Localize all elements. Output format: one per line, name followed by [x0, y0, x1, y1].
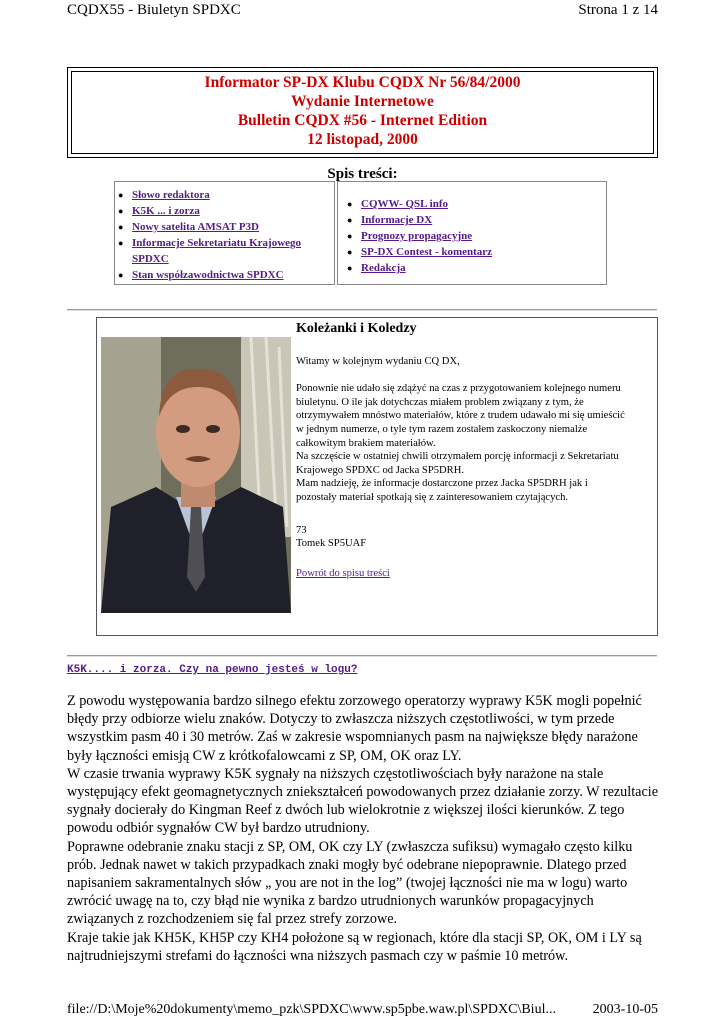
k5k-paragraph-3: Poprawne odebranie znaku stacji z SP, OM, OK czy LY (zwłaszcza sufiksu) wymagało często kilku prób. Jednak nawet w takich przypadkach znaki mogły być odebrane niepoprawnie. Dlatego przed napisaniem sakramentalnych słów „ you are not in the log” (twojej łączności nie ma w logu) warto zwrócić uwagę na to, czy błąd nie wynika z bardzo utrudnionych warunków propagacyjnych związanych z rozchodzeniem się fal przez strefy zorzowe.: [67, 838, 633, 928]
k5k-article: [67, 692, 663, 965]
toc-right-link[interactable]: CQWW- QSL info: [361, 198, 448, 210]
toc-heading: Spis treści:: [327, 166, 398, 182]
toc-left-item: [115, 187, 332, 203]
k5k-paragraph-2: W czasie trwania wyprawy K5K sygnały na niższych częstotliwościach były narażone na stale występujący efekt geomagnetycznych zniekształceń powodowanych przez działanie zorzy. W rezultacie sygnały docierały do Kingman Reef z dwóch lub wielokrotnie z większej ilości kierunków. Z tego powodu odbiór sygnałów CW był bardzo utrudniony.: [67, 765, 658, 837]
toc-left-list: [115, 187, 332, 283]
toc-left-link[interactable]: Stan współzawodnictwa SPDXC: [132, 269, 284, 281]
footer-date: 2003-10-05: [592, 1002, 658, 1017]
editor-photo: [101, 337, 291, 613]
toc-left-link[interactable]: Słowo redaktora: [132, 189, 210, 201]
toc-right-link[interactable]: SP-DX Contest - komentarz: [361, 246, 493, 258]
editorial-paragraph-3: Mam nadzieję, że informacje dostarczone przez Jacka SP5DRH jak i pozostały materiał spotkają się z zainteresowaniem czytających.: [296, 478, 588, 503]
editorial-greeting: Witamy w kolejnym wydaniu CQ DX,: [296, 355, 460, 367]
k5k-heading[interactable]: [67, 664, 357, 676]
toc-left-item: [115, 219, 332, 235]
toc-right-item: [344, 196, 604, 212]
editorial-paragraph-2: Na szczęście w ostatniej chwili otrzymałem porcję informacji z Sekretariatu Krajowego SPDXC od Jacka SP5DRH.: [296, 451, 619, 476]
toc-right-link[interactable]: Prognozy propagacyjne: [361, 230, 473, 242]
title-box: [67, 67, 658, 158]
editorial-title: Koleżanki i Koledzy: [296, 321, 417, 336]
toc-right-item: [344, 260, 604, 276]
k5k-paragraph-1: Z powodu występowania bardzo silnego efektu zorzowego operatorzy wyprawy K5K mogli popełnić błędy przy odbiorze wielu znaków. Dotyczy to zwłaszcza niższych częstotliwości, w tym przede wszystkim pasm 40 i 30 metrów. Zaś w zakresie wspomnianych pasm na największe błędy narażone były łączności emisją CW z krótkofalowcami z SP, OM, OK oraz LY.: [67, 693, 642, 764]
footer-path: file://D:\Moje%20dokumenty\memo_pzk\SPDXC\www.sp5pbe.waw.pl\SPDXC\Biul...: [67, 1002, 556, 1017]
toc-left-link[interactable]: Informacje Sekretariatu Krajowego SPDXC: [132, 237, 302, 265]
k5k-heading-link[interactable]: K5K.... i zorza. Czy na pewno jesteś w logu?: [67, 664, 358, 676]
toc-right-box: [337, 181, 607, 285]
header-left: CQDX55 - Biuletyn SPDXC: [67, 2, 241, 18]
toc-right-item: [344, 244, 604, 260]
editorial-sign-73: 73: [296, 524, 307, 536]
editorial-paragraph-1: Ponownie nie udało się zdążyć na czas z przygotowaniem kolejnego numeru biuletynu. O ile jak dotychczas miałem problem związany z tym, że otrzymywałem mnóstwo materiałów, które z trudem udawało mi się umieścić w jednym numerze, o tyle tym razem zostałem zaskoczony niemalże całkowitym brakiem materiałów.: [296, 383, 625, 449]
toc-left-item: [115, 203, 332, 219]
header-right: Strona 1 z 14: [578, 2, 658, 18]
toc-right-link[interactable]: Informacje DX: [361, 214, 433, 226]
title-line-1: Informator SP-DX Klubu CQDX Nr 56/84/2000: [204, 74, 521, 91]
divider-2: [67, 655, 657, 657]
toc-left-item: [115, 235, 332, 267]
toc-left-item: [115, 267, 332, 283]
k5k-paragraph-4: Kraje takie jak KH5K, KH5P czy KH4 położone są w regionach, które dla stacji SP, OK, OM i LY są najtrudniejszymi strefami do łączności wna niższych pasmach czy w paśmie 10 metrów.: [67, 929, 642, 964]
editorial-signature: Tomek SP5UAF: [296, 538, 367, 550]
divider: [67, 309, 657, 311]
title-inner: [71, 71, 654, 154]
toc-left-link[interactable]: Nowy satelita AMSAT P3D: [132, 221, 260, 233]
toc-right-list: [344, 196, 604, 276]
toc-right-link[interactable]: Redakcja: [361, 262, 406, 274]
title-line-2: Wydanie Internetowe: [291, 93, 434, 110]
toc-left-box: [114, 181, 335, 285]
toc-left-link[interactable]: K5K ... i zorza: [132, 205, 200, 217]
portrait-illustration: [101, 337, 291, 613]
toc-right-item: [344, 212, 604, 228]
editorial-column: [296, 322, 626, 580]
toc-right-item: [344, 228, 604, 244]
back-to-toc-link[interactable]: Powrót do spisu treści: [296, 567, 390, 579]
title-line-4: 12 listopad, 2000: [307, 131, 418, 148]
title-line-3: Bulletin CQDX #56 - Internet Edition: [237, 112, 488, 129]
